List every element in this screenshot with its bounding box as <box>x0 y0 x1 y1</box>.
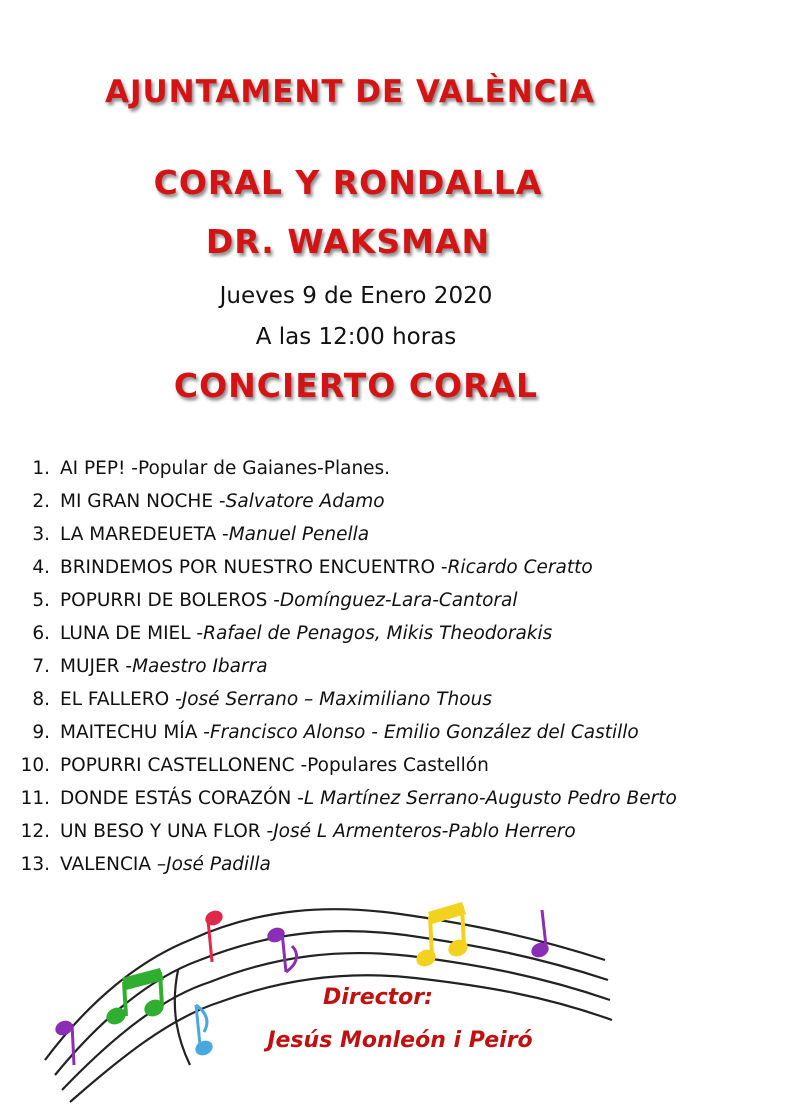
separator: - <box>125 458 138 479</box>
event-title: CONCIERTO CORAL <box>173 366 539 405</box>
program-item <box>18 851 788 884</box>
piece-author: José L Armenteros-Pablo Herrero <box>273 821 576 842</box>
separator: - <box>294 755 308 776</box>
item-number: 1. <box>32 458 50 479</box>
piece-author: Ricardo Ceratto <box>447 557 593 578</box>
piece-author: Manuel Penella <box>228 524 370 545</box>
piece-title: MI GRAN NOCHE <box>60 491 214 512</box>
choir-name-line1: CORAL Y RONDALLA <box>153 163 543 202</box>
program-item <box>18 719 788 752</box>
item-number: 8. <box>32 689 50 710</box>
item-number: 2. <box>32 491 50 512</box>
program-item <box>18 785 788 818</box>
piece-title: EL FALLERO <box>60 689 170 710</box>
separator: - <box>213 491 226 512</box>
item-number: 10. <box>20 755 50 776</box>
piece-title: POPURRI DE BOLEROS <box>60 590 268 611</box>
piece-author: Rafael de Penagos, Mikis Theodorakis <box>203 623 553 644</box>
separator: - <box>197 722 210 743</box>
piece-author: L Martínez Serrano-Augusto Pedro Berto <box>303 788 677 809</box>
program-item <box>18 554 788 587</box>
item-number: 6. <box>32 623 50 644</box>
item-number: 4. <box>32 557 50 578</box>
director-name: Jesús Monleón i Peiró <box>267 1028 533 1053</box>
piece-title: BRINDEMOS POR NUESTRO ENCUENTRO <box>60 557 436 578</box>
separator: - <box>216 524 229 545</box>
program-item <box>18 818 788 851</box>
piece-author: Populares Castellón <box>307 755 489 776</box>
piece-title: AI PEP! <box>60 458 126 479</box>
item-number: 12. <box>20 821 50 842</box>
program-item <box>18 653 788 686</box>
item-number: 7. <box>32 656 50 677</box>
piece-title: VALENCIA <box>60 854 151 875</box>
separator: - <box>169 689 182 710</box>
piece-title: MAITECHU MÍA <box>60 722 198 743</box>
item-number: 9. <box>32 722 50 743</box>
purple-note-right-icon <box>529 910 551 960</box>
program-item <box>18 686 788 719</box>
program-item <box>18 752 788 785</box>
separator: - <box>119 656 133 677</box>
organization-title: AJUNTAMENT DE VALÈNCIA <box>104 74 595 110</box>
item-number: 13. <box>20 854 50 875</box>
separator: - <box>190 623 204 644</box>
piece-author: Francisco Alonso - Emilio González del Castillo <box>209 722 639 743</box>
item-number: 3. <box>32 524 50 545</box>
program-item <box>18 521 788 554</box>
program-item <box>18 488 788 521</box>
item-number: 5. <box>32 590 50 611</box>
program-item <box>18 620 788 653</box>
separator: – <box>151 854 167 875</box>
piece-title: UN BESO Y UNA FLOR <box>60 821 261 842</box>
item-number: 11. <box>20 788 50 809</box>
piece-author: José Serrano – Maximiliano Thous <box>181 689 492 710</box>
purple-note-middle-icon <box>265 925 297 972</box>
program-item <box>18 587 788 620</box>
piece-author: Maestro Ibarra <box>132 656 268 677</box>
piece-title: LUNA DE MIEL <box>60 623 191 644</box>
piece-title: LA MAREDEUETA <box>60 524 217 545</box>
separator: - <box>267 590 280 611</box>
piece-author: Salvatore Adamo <box>225 491 385 512</box>
event-date: Jueves 9 de Enero 2020 <box>219 283 493 309</box>
choir-name-line2: DR. WAKSMAN <box>205 222 491 261</box>
program-list <box>18 455 788 884</box>
separator: - <box>291 788 304 809</box>
piece-author: José Padilla <box>166 854 271 875</box>
piece-title: POPURRI CASTELLONENC <box>60 755 295 776</box>
piece-author: Popular de Gaianes-Planes. <box>137 458 391 479</box>
piece-author: Domínguez-Lara-Cantoral <box>279 590 518 611</box>
event-time: A las 12:00 horas <box>255 324 457 350</box>
separator: - <box>260 821 274 842</box>
piece-title: MUJER <box>60 656 120 677</box>
director-label: Director: <box>323 985 433 1010</box>
program-item <box>18 455 788 488</box>
piece-title: DONDE ESTÁS CORAZÓN <box>60 788 292 809</box>
separator: - <box>435 557 448 578</box>
